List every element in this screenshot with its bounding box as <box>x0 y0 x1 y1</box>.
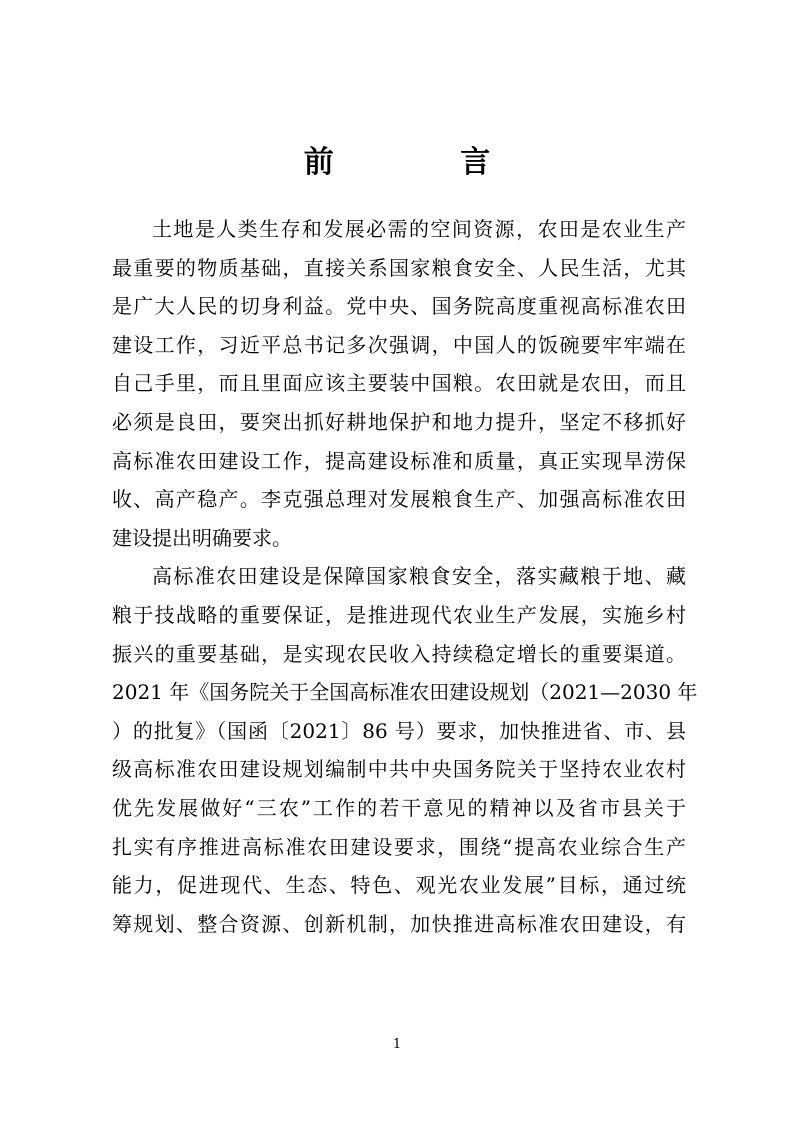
paragraph-line: 能力，促进现代、生态、特色、观光农业发展”目标，通过统 <box>112 873 686 898</box>
paragraph-line: 2021 年《国务院关于全国高标准农田建设规划（2021—2030 年 <box>112 680 698 705</box>
paragraph-line: 优先发展做好“三农”工作的若干意见的精神以及省市县关于 <box>112 795 686 820</box>
paragraph-line: 扎实有序推进高标准农田建设要求，围绕“提高农业综合生产 <box>112 834 686 859</box>
paragraph-line: 建设提出明确要求。 <box>112 525 292 550</box>
paragraph-line: ）的批复》（国函〔2021〕86 号）要求，加快推进省、市、县 <box>112 718 686 743</box>
paragraph-line: 自己手里，而且里面应该主要装中国粮。农田就是农田，而且 <box>112 371 686 396</box>
paragraph-line: 土地是人类生存和发展必需的空间资源，农田是农业生产 <box>152 217 686 241</box>
paragraph-line: 是广大人民的切身利益。党中央、国务院高度重视高标准农田 <box>112 294 686 319</box>
paragraph-line: 振兴的重要基础，是实现农民收入持续稳定增长的重要渠道。 <box>112 641 686 666</box>
page-title: 前 言 <box>303 145 549 180</box>
paragraph-1 <box>112 210 686 557</box>
paragraph-line: 最重要的物质基础，直接关系国家粮食安全、人民生活，尤其 <box>112 255 686 280</box>
paragraph-line: 建设工作，习近平总书记多次强调，中国人的饭碗要牢牢端在 <box>112 332 686 357</box>
paragraph-line: 粮于技战略的重要保证，是推进现代农业生产发展，实施乡村 <box>112 602 686 627</box>
paragraph-line: 筹规划、整合资源、创新机制，加快推进高标准农田建设，有 <box>112 911 686 936</box>
page-number: 1 <box>392 1037 402 1052</box>
paragraph-line: 高标准农田建设是保障国家粮食安全，落实藏粮于地、藏 <box>152 564 686 589</box>
paragraph-line: 级高标准农田建设规划编制中共中央国务院关于坚持农业农村 <box>112 757 686 782</box>
paragraph-2 <box>112 557 698 943</box>
paragraph-line: 收、高产稳产。李克强总理对发展粮食生产、加强高标准农田 <box>112 487 686 512</box>
paragraph-line: 高标准农田建设工作，提高建设标准和质量，真正实现旱涝保 <box>112 448 686 473</box>
body-text <box>112 210 698 943</box>
paragraph-line: 必须是良田，要突出抓好耕地保护和地力提升，坚定不移抓好 <box>112 409 686 434</box>
